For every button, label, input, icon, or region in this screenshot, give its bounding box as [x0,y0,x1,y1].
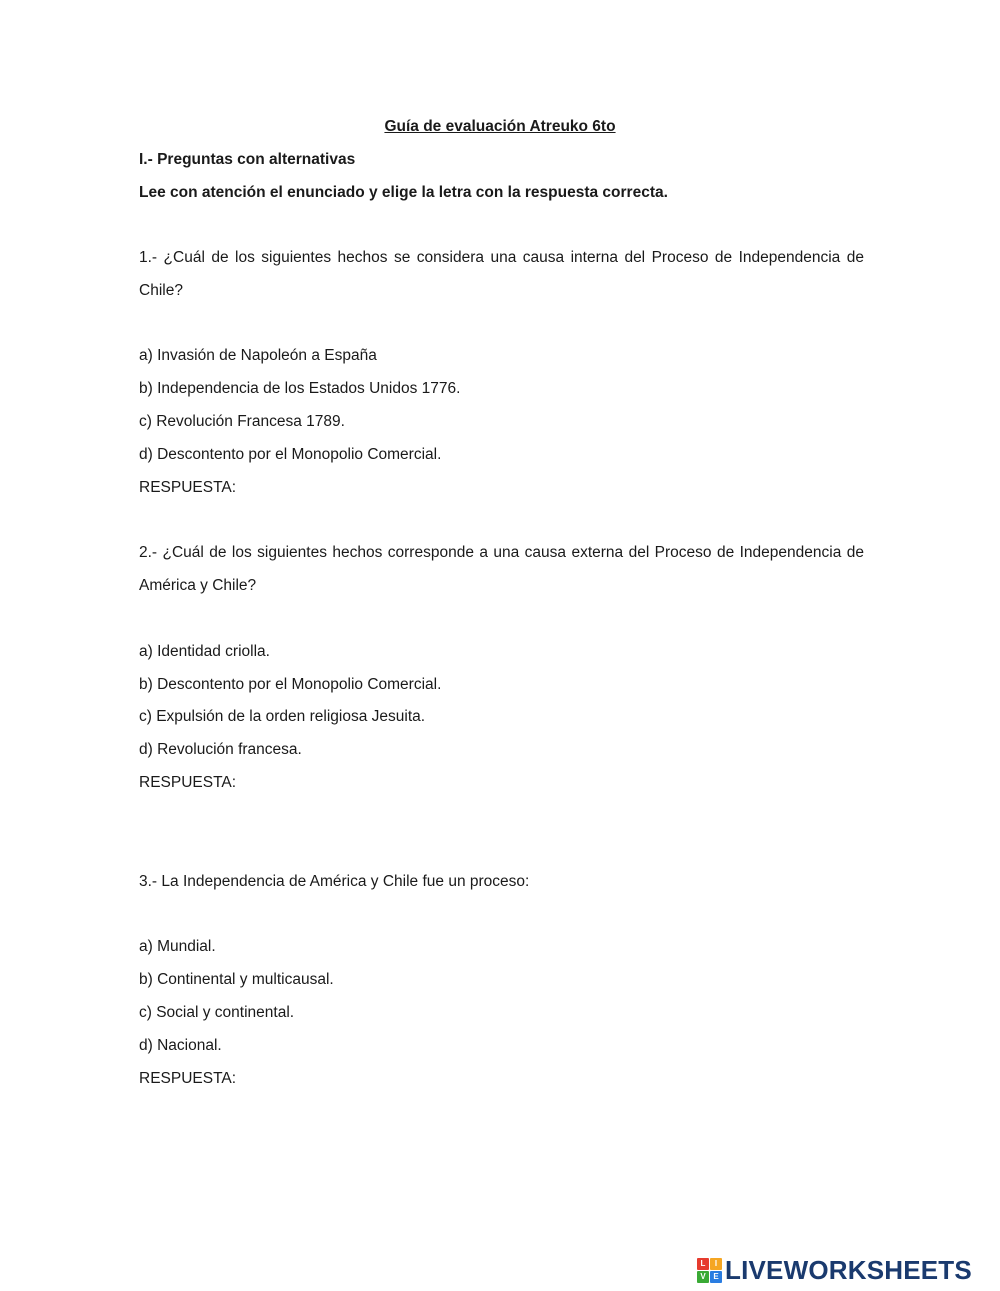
question-1-option-c: c) Revolución Francesa 1789. [139,413,345,430]
question-3-option-a: a) Mundial. [139,938,216,955]
question-3-prompt: 3.- La Independencia de América y Chile fue un proceso: [139,873,530,890]
question-2-option-b: b) Descontento por el Monopolio Comercial. [139,676,442,693]
logo-wordmark: LIVEWORKSHEETS [725,1255,972,1285]
question-1-option-d: d) Descontento por el Monopolio Comercial. [139,446,442,463]
logo-tile-i: I [710,1258,722,1270]
logo-tile-e: E [710,1271,722,1283]
logo-tile-v: V [697,1271,709,1283]
question-2-answer-label: RESPUESTA: [139,774,237,791]
question-3-option-b: b) Continental y multicausal. [139,971,334,988]
liveworksheets-logo [697,1255,972,1285]
instruction-text: Lee con atención el enunciado y elige la letra con la respuesta correcta. [139,184,668,201]
question-2-option-c: c) Expulsión de la orden religiosa Jesuita. [139,708,426,725]
question-1-option-a: a) Invasión de Napoleón a España [139,347,377,364]
section-heading: I.- Preguntas con alternativas [139,151,356,168]
question-2-option-a: a) Identidad criolla. [139,643,270,660]
question-1-answer-label: RESPUESTA: [139,479,237,496]
question-2-option-d: d) Revolución francesa. [139,741,302,758]
question-2-prompt: 2.- ¿Cuál de los siguientes hechos corresponde a una causa externa del Proceso de Independencia de América y Chile? [139,544,864,594]
document-title: Guía de evaluación Atreuko 6to [384,118,616,135]
question-3-option-c: c) Social y continental. [139,1004,295,1021]
logo-tile-l: L [697,1258,709,1270]
liveworksheets-logo-icon [697,1258,722,1283]
question-1-option-b: b) Independencia de los Estados Unidos 1776. [139,380,461,397]
question-3-answer-label: RESPUESTA: [139,1070,237,1087]
question-1-prompt: 1.- ¿Cuál de los siguientes hechos se considera una causa interna del Proceso de Independencia de Chile? [139,249,864,299]
question-3-option-d: d) Nacional. [139,1037,222,1054]
